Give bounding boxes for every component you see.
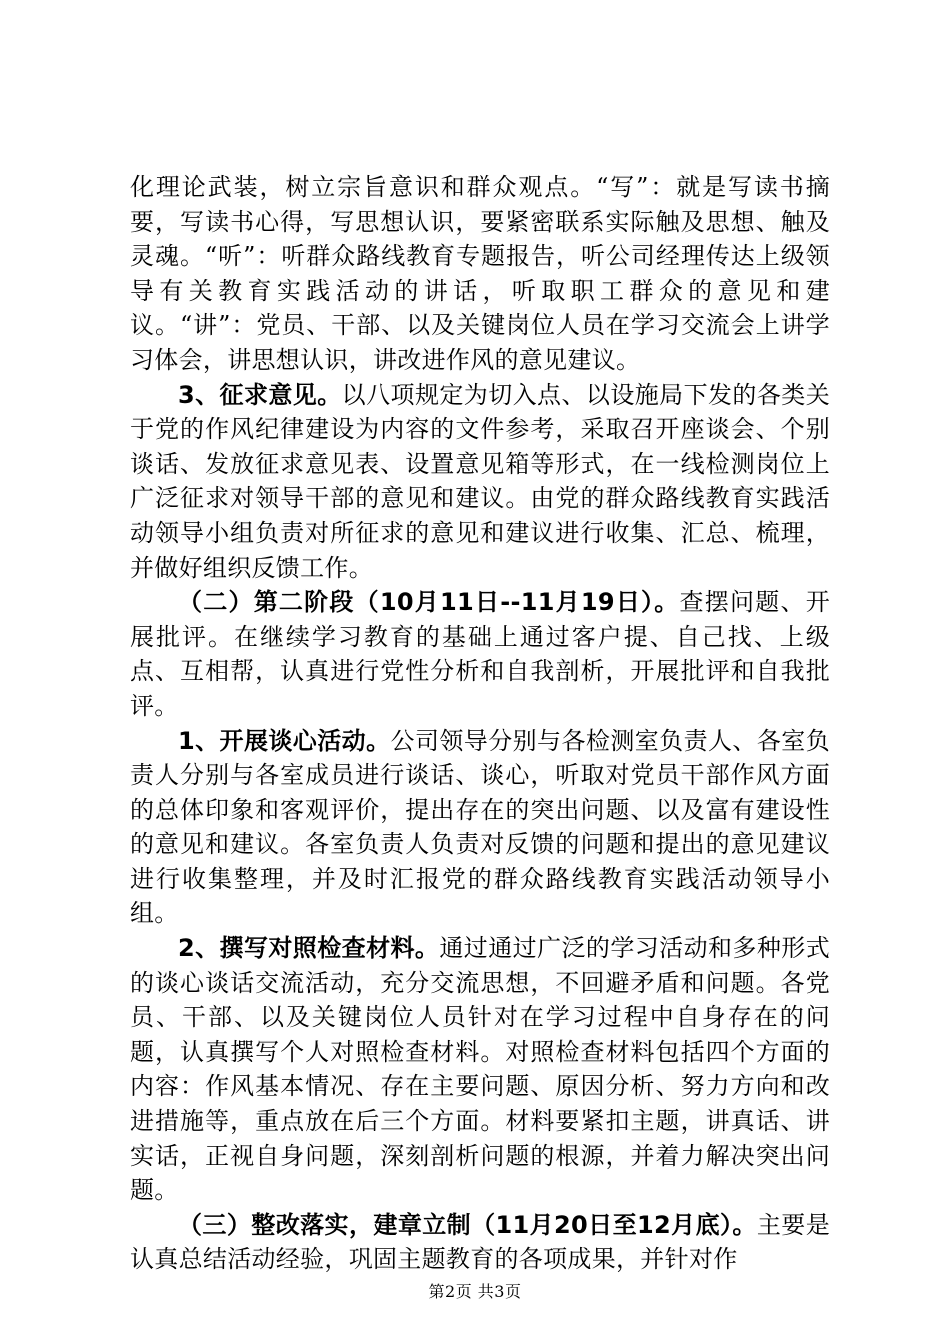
paragraph-heading: （二）第二阶段（10月11日--11月19日）。	[178, 588, 680, 617]
paragraph-stage-two	[130, 585, 830, 723]
paragraph-text: 主要是认真总结活动经验，巩固主题教育的各项成果，并针对作	[130, 1210, 830, 1274]
paragraph-solicit-opinions	[130, 378, 830, 586]
paragraph-heading: 1、开展谈心活动。	[178, 726, 391, 755]
paragraph-study-methods	[130, 170, 830, 378]
paragraph-text: 查摆问题、开展批评。在继续学习教育的基础上通过客户提、自己找、上级点、互相帮，认真进行党性分析和自我剖析，开展批评和自我批评。	[130, 588, 830, 720]
paragraph-heart-to-heart	[130, 724, 830, 932]
page-footer	[0, 1279, 950, 1302]
paragraph-stage-three	[130, 1208, 830, 1277]
paragraph-text: 化理论武装，树立宗旨意识和群众观点。“写”：就是写读书摘要，写读书心得，写思想认识，要紧密联系实际触及思想、触及灵魂。“听”：听群众路线教育专题报告，听公司经理传达上级领导有关教育实践活动的讲话，听取职工群众的意见和建议。“讲”：党员、干部、以及关键岗位人员在学习交流会上讲学习体会，讲思想认识，讲改进作风的意见建议。	[130, 173, 830, 374]
paragraph-heading: 2、撰写对照检查材料。	[178, 934, 440, 963]
paragraph-check-materials	[130, 931, 830, 1208]
paragraph-heading: （三）整改落实，建章立制（11月20日至12月底）。	[178, 1210, 757, 1239]
document-body	[130, 170, 830, 1277]
paragraph-text: 公司领导分别与各检测室负责人、各室负责人分别与各室成员进行谈话、谈心，听取对党员干部作风方面的总体印象和客观评价，提出存在的突出问题、以及富有建设性的意见和建议。各室负责人负责对反馈的问题和提出的意见建议进行收集整理，并及时汇报党的群众路线教育实践活动领导小组。	[130, 726, 830, 928]
page-number-label: 第2页 共3页	[428, 1282, 522, 1301]
paragraph-text: 通过通过广泛的学习活动和多种形式的谈心谈话交流活动，充分交流思想，不回避矛盾和问题。各党员、干部、以及关键岗位人员针对在学习过程中自身存在的问题，认真撰写个人对照检查材料。对照检查材料包括四个方面的内容：作风基本情况、存在主要问题、原因分析、努力方向和改进措施等，重点放在后三个方面。材料要紧扣主题，讲真话、讲实话，正视自身问题，深刻剖析问题的根源，并着力解决突出问题。	[130, 934, 830, 1205]
paragraph-text: 以八项规定为切入点、以设施局下发的各类关于党的作风纪律建设为内容的文件参考，采取召开座谈会、个别谈话、发放征求意见表、设置意见箱等形式，在一线检测岗位上广泛征求对领导干部的意见和建议。由党的群众路线教育实践活动领导小组负责对所征求的意见和建议进行收集、汇总、梳理，并做好组织反馈工作。	[130, 380, 830, 582]
paragraph-heading: 3、征求意见。	[178, 380, 342, 409]
